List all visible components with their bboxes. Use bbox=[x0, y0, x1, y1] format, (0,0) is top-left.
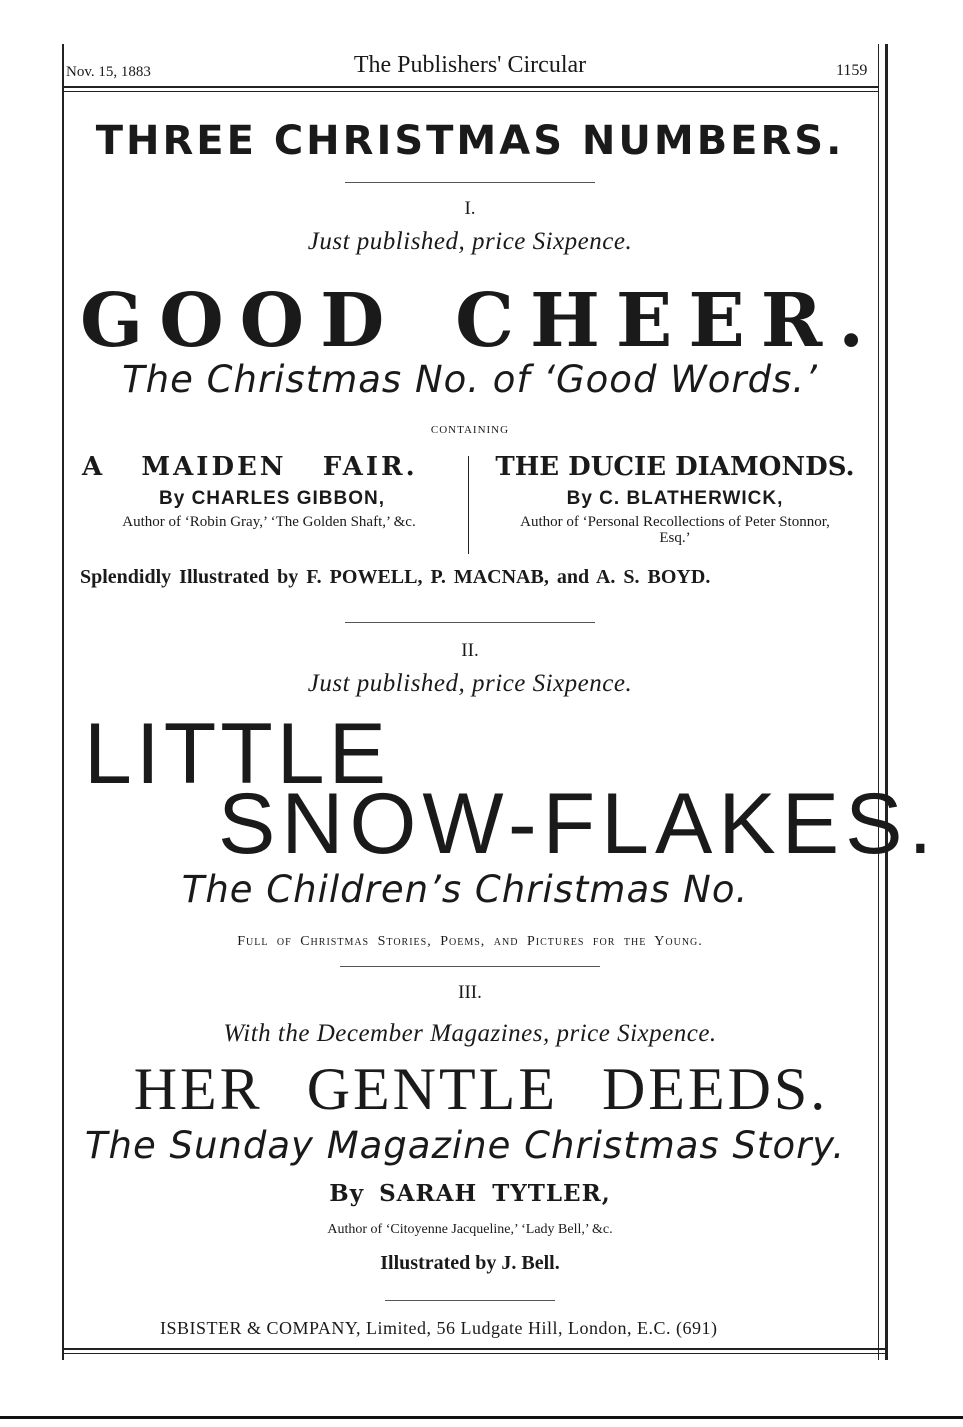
good-cheer-word-2: CHEER. bbox=[455, 278, 880, 364]
section2-description: Full of Christmas Stories, Poems, and Pictures for the Young. bbox=[237, 934, 703, 949]
section3-illustrator: Illustrated by J. Bell. bbox=[380, 1252, 560, 1274]
header-rule bbox=[64, 86, 878, 88]
section3-author-note: Author of ‘Citoyenne Jacqueline,’ ‘Lady Bell,’ &c. bbox=[327, 1222, 613, 1237]
section2-price: Just published, price Sixpence. bbox=[307, 670, 633, 697]
divider-rule bbox=[345, 182, 595, 183]
divider-rule bbox=[340, 966, 600, 967]
right-story-note: Author of ‘Personal Recollections of Peter Stonnor, Esq.’ bbox=[520, 514, 830, 546]
advert-title: THREE CHRISTMAS NUMBERS. bbox=[95, 118, 845, 164]
section3-price: With the December Magazines, price Sixpence. bbox=[223, 1020, 717, 1047]
section3-numeral: III. bbox=[458, 982, 482, 1003]
header-date: Nov. 15, 1883 bbox=[66, 64, 151, 80]
column-divider bbox=[468, 456, 469, 554]
section3-author: By SARAH TYTLER, bbox=[329, 1180, 611, 1207]
bottom-rule bbox=[64, 1348, 886, 1350]
little-title: LITTLE bbox=[84, 706, 390, 802]
good-cheer-title bbox=[80, 278, 880, 364]
divider-rule bbox=[345, 622, 595, 623]
header-page-number: 1159 bbox=[836, 62, 868, 79]
publisher-footer: ISBISTER & COMPANY, Limited, 56 Ludgate Hill, London, E.C. (691) bbox=[160, 1318, 718, 1338]
section2-subtitle: The Children’s Christmas No. bbox=[181, 868, 749, 911]
right-story-author: By C. BLATHERWICK, bbox=[566, 488, 784, 509]
her-gentle-deeds-title: HER GENTLE DEEDS. bbox=[133, 1056, 829, 1122]
left-story-note: Author of ‘Robin Gray,’ ‘The Golden Shaft,’ &c. bbox=[122, 514, 416, 530]
snow-flakes-title: SNOW-FLAKES. bbox=[218, 776, 939, 872]
bottom-rule-thin bbox=[64, 1353, 886, 1354]
right-story-title: THE DUCIE DIAMONDS. bbox=[495, 452, 855, 482]
page-bottom-edge bbox=[0, 1416, 963, 1419]
left-story-title: A MAIDEN FAIR. bbox=[82, 452, 418, 482]
section1-subtitle: The Christmas No. of ‘Good Words.’ bbox=[122, 358, 818, 401]
good-cheer-word-1: GOOD bbox=[80, 278, 401, 364]
section1-numeral: I. bbox=[464, 198, 476, 219]
section1-illustrators: Splendidly Illustrated by F. POWELL, P. MACNAB, and A. S. BOYD. bbox=[80, 566, 711, 588]
section1-price: Just published, price Sixpence. bbox=[307, 228, 633, 255]
containing-label: CONTAINING bbox=[430, 424, 510, 436]
divider-rule bbox=[385, 1300, 555, 1301]
section2-numeral: II. bbox=[461, 640, 479, 661]
header-rule-thin bbox=[64, 91, 878, 92]
left-story-author: By CHARLES GIBBON, bbox=[159, 488, 385, 509]
section3-subtitle: The Sunday Magazine Christmas Story. bbox=[84, 1124, 846, 1167]
header-journal-title: The Publishers' Circular bbox=[353, 52, 587, 78]
